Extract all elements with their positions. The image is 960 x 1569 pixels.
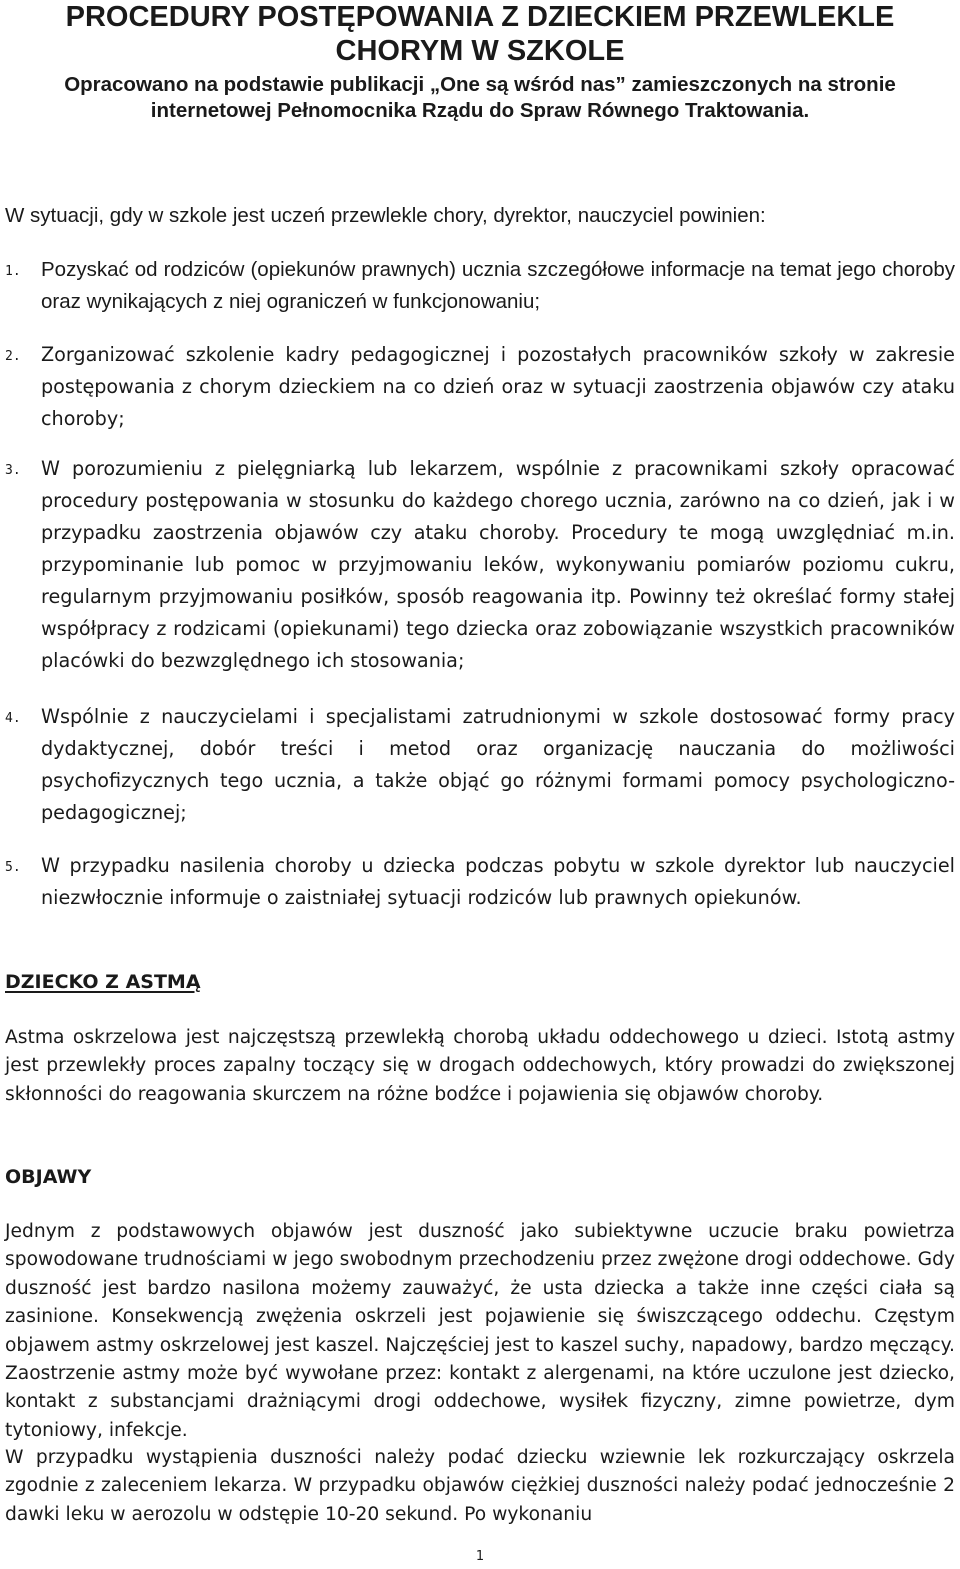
list-item-text: Pozyskać od rodziców (opiekunów prawnych) ucznia szczegółowe informacje na temat jego choroby oraz wynikających z niej ograniczeń w funkcjonowaniu;	[41, 258, 955, 313]
list-item-text: Wspólnie z nauczycielami i specjalistami zatrudnionymi w szkole dostosować formy pracy dydaktycznej, dobór treści i metod oraz organizację nauczania do możliwości psychofizycznych tego ucznia, a także objąć go różnymi formami pomocy psychologiczno-pedagogicznej;	[41, 705, 955, 824]
list-item-text: Zorganizować szkolenie kadry pedagogicznej i pozostałych pracowników szkoły w zakresie postępowania z chorym dzieckiem na co dzień oraz w sytuacji zaostrzenia objawów czy ataku choroby;	[41, 343, 955, 430]
list-number: 2.	[5, 349, 21, 364]
list-number: 3.	[5, 463, 21, 478]
document-subtitle-line-1: Opracowano na podstawie publikacji „One są wśród nas” zamieszczonych na stronie	[64, 73, 896, 96]
page-number: 1	[475, 1549, 485, 1564]
intro-sentence: W sytuacji, gdy w szkole jest uczeń przewlekle chory, dyrektor, nauczyciel powinien:	[5, 204, 766, 227]
list-item-text: W przypadku nasilenia choroby u dziecka podczas pobytu w szkole dyrektor lub nauczyciel niezwłocznie informuje o zaistniałej sytuacji rodziców lub prawnych opiekunów.	[41, 854, 955, 909]
document-title-line-1: PROCEDURY POSTĘPOWANIA Z DZIECKIEM PRZEWLEKLE	[65, 1, 895, 33]
document-title-line-2: CHORYM W SZKOLE	[335, 35, 625, 67]
symptoms-paragraph-2: W przypadku wystąpienia duszności należy podać dziecku wziewnie lek rozkurczający oskrzela zgodnie z zaleceniem lekarza. W przypadku objawów ciężkiej duszności należy podać jednocześnie 2 dawki leku w aerozolu w odstępie 10-20 sekund. Po wykonaniu	[5, 1447, 955, 1525]
list-number: 5.	[5, 860, 21, 875]
list-number: 1.	[5, 264, 21, 279]
asthma-paragraph: Astma oskrzelowa jest najczęstszą przewlekłą chorobą układu oddechowego u dzieci. Istotą astmy jest przewlekły proces zapalny toczący się w drogach oddechowych, który prowadzi do zwiększonej skłonności do reagowania skurczem na różne bodźce i pojawienia się objawów choroby.	[5, 1027, 955, 1105]
list-number: 4.	[5, 711, 21, 726]
symptoms-paragraph-1: Jednym z podstawowych objawów jest duszność jako subiektywne uczucie braku powietrza spowodowane trudnościami w jego swobodnym przechodzeniu przez zwężone drogi oddechowe. Gdy duszność jest bardzo nasilona możemy zauważyć, że usta dziecka a także inne części ciała są zasinione. Konsekwencją zwężenia oskrzeli jest pojawienie się świszczącego oddechu. Częstym objawem astmy oskrzelowej jest kaszel. Najczęściej jest to kaszel suchy, napadowy, bardzo męczący. Zaostrzenie astmy może być wywołane przez: kontakt z alergenami, na które uczulone jest dziecko, kontakt z substancjami drażniącymi drogi oddechowe, wysiłek fizyczny, zimne powietrze, dym tytoniowy, infekcje.	[5, 1221, 955, 1441]
section-heading-asthma: DZIECKO Z ASTMĄ	[5, 971, 201, 993]
section-heading-symptoms: OBJAWY	[5, 1166, 92, 1188]
list-item-text: W porozumieniu z pielęgniarką lub lekarzem, wspólnie z pracownikami szkoły opracować procedury postępowania w stosunku do każdego chorego ucznia, zarówno na co dzień, jak i w przypadku zaostrzenia objawów czy ataku choroby. Procedury te mogą uwzględniać m.in. przypominanie lub pomoc w przyjmowaniu leków, wykonywaniu pomiarów poziomu cukru, regularnym przyjmowaniu posiłków, sposób reagowania itp. Powinny też określać formy stałej współpracy z rodzicami (opiekunami) tego dziecka oraz zobowiązanie wszystkich pracowników placówki do bezwzględnego ich stosowania;	[41, 457, 955, 672]
document-subtitle-line-2: internetowej Pełnomocnika Rządu do Spraw Równego Traktowania.	[150, 99, 810, 122]
